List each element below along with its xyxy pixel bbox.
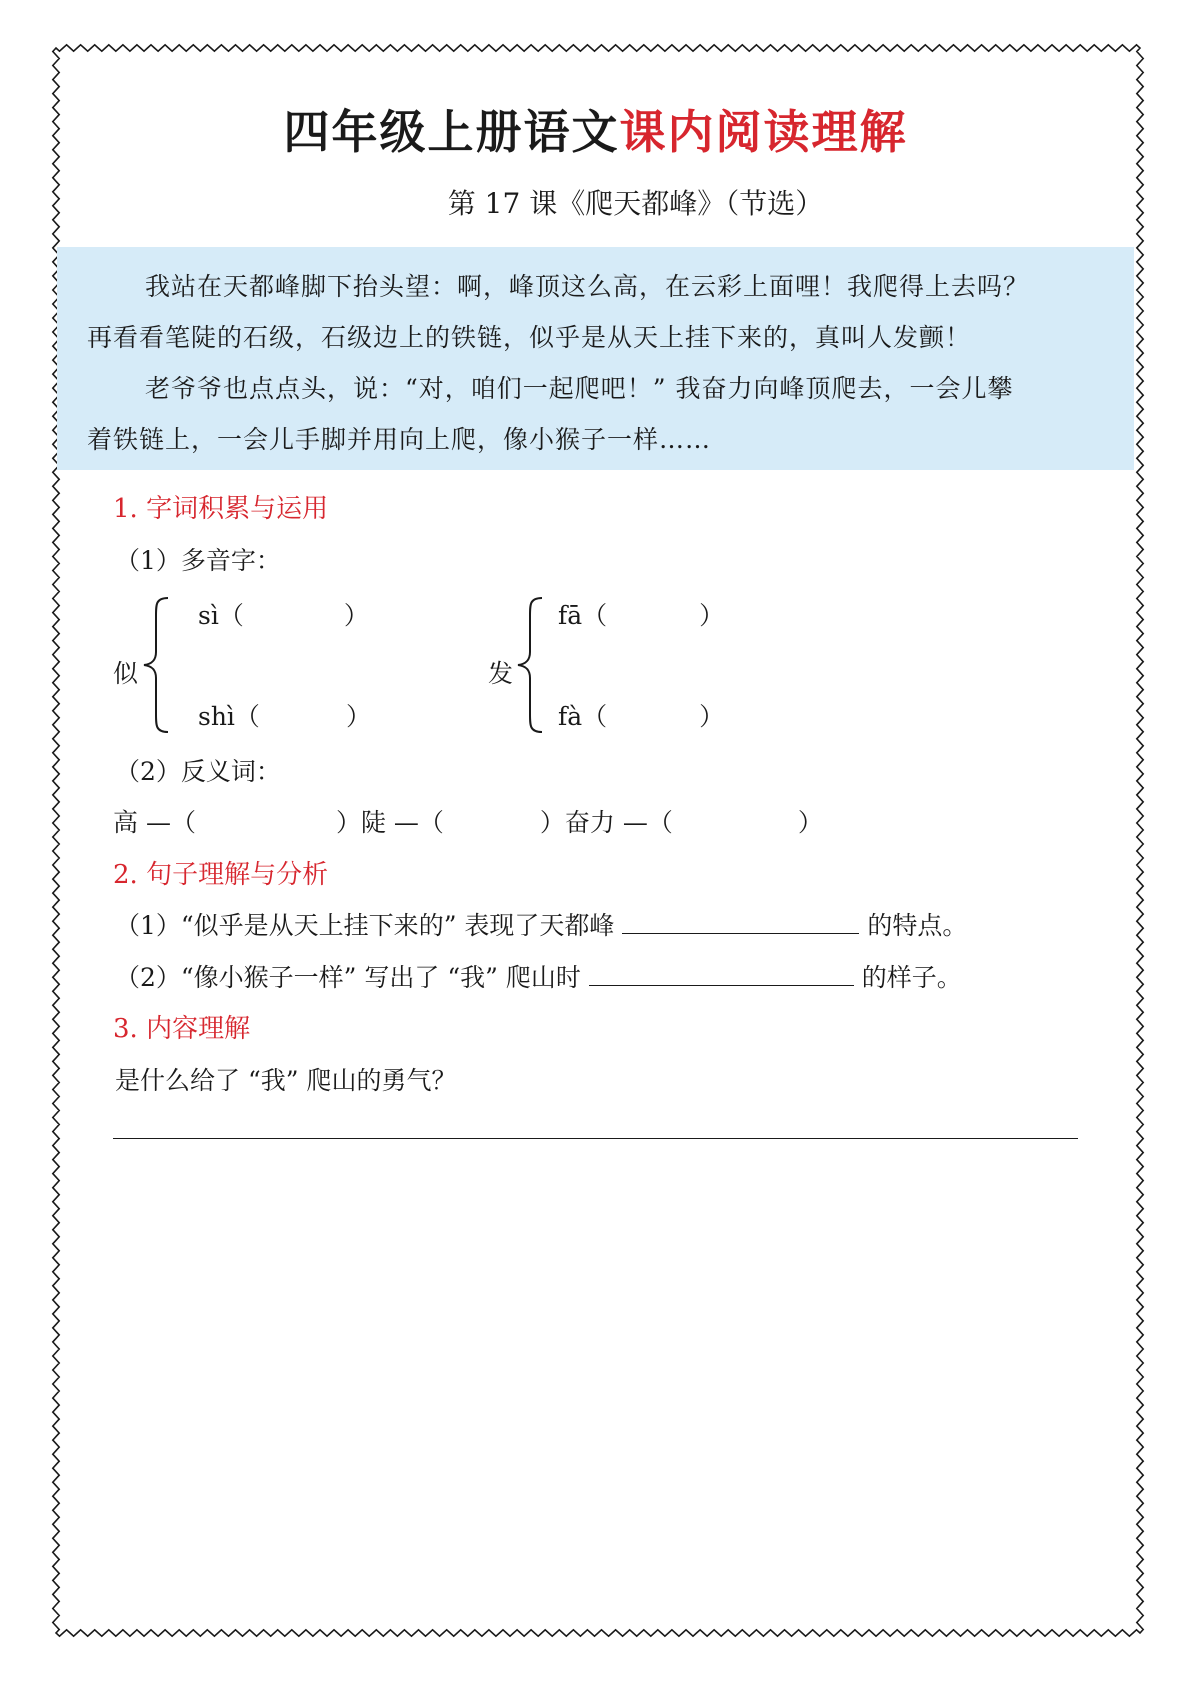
section-1-title: 1. 字词积累与运用 (113, 494, 329, 524)
title-red: 课内阅读理解 (619, 105, 908, 159)
section-3-title: 3. 内容理解 (113, 1014, 251, 1044)
passage-line: 我站在天都峰脚下抬头望：啊，峰顶这么高，在云彩上面哩！我爬得上去吗？ (145, 272, 1030, 301)
polyphone-char-1: 似 (113, 659, 139, 688)
polyphone-label: （1）多音字： (115, 546, 281, 575)
content-question: 是什么给了 “我” 爬山的勇气？ (115, 1066, 457, 1095)
pinyin-fa1: fā（ ） (558, 601, 725, 630)
brace-icon (138, 596, 174, 734)
page-title (0, 96, 1191, 162)
brace-icon (512, 596, 548, 734)
antonym-label: （2）反义词： (115, 757, 281, 786)
section-2-title: 2. 句子理解与分析 (113, 860, 329, 890)
passage-line: 老爷爷也点点头，说：“对，咱们一起爬吧！” 我奋力向峰顶爬去，一会儿攀 (145, 374, 1014, 403)
answer-blank[interactable] (622, 909, 859, 934)
passage-line: 着铁链上，一会儿手脚并用向上爬，像小猴子一样…… (87, 425, 712, 454)
answer-blank[interactable] (589, 961, 854, 986)
pinyin-shi: shì（ ） (198, 702, 371, 731)
sentence-question-2: （2）“像小猴子一样” 写出了 “我” 爬山时 的样子。 (115, 963, 962, 992)
answer-line[interactable] (113, 1138, 1078, 1139)
pinyin-si: sì（ ） (198, 601, 369, 630)
antonym-row: 高 —（ ）陡 —（ ）奋力 —（ ） (113, 808, 823, 837)
sentence-question-1: （1）“似乎是从天上挂下来的” 表现了天都峰 的特点。 (115, 911, 968, 940)
passage-box (57, 247, 1134, 470)
passage-line: 再看看笔陡的石级，石级边上的铁链，似乎是从天上挂下来的，真叫人发颤！ (87, 323, 972, 352)
lesson-subtitle: 第 17 课《爬天都峰》（节选） (447, 187, 824, 220)
title-black: 四年级上册语文 (283, 105, 620, 159)
pinyin-fa4: fà（ ） (558, 702, 725, 731)
polyphone-char-2: 发 (488, 659, 514, 688)
